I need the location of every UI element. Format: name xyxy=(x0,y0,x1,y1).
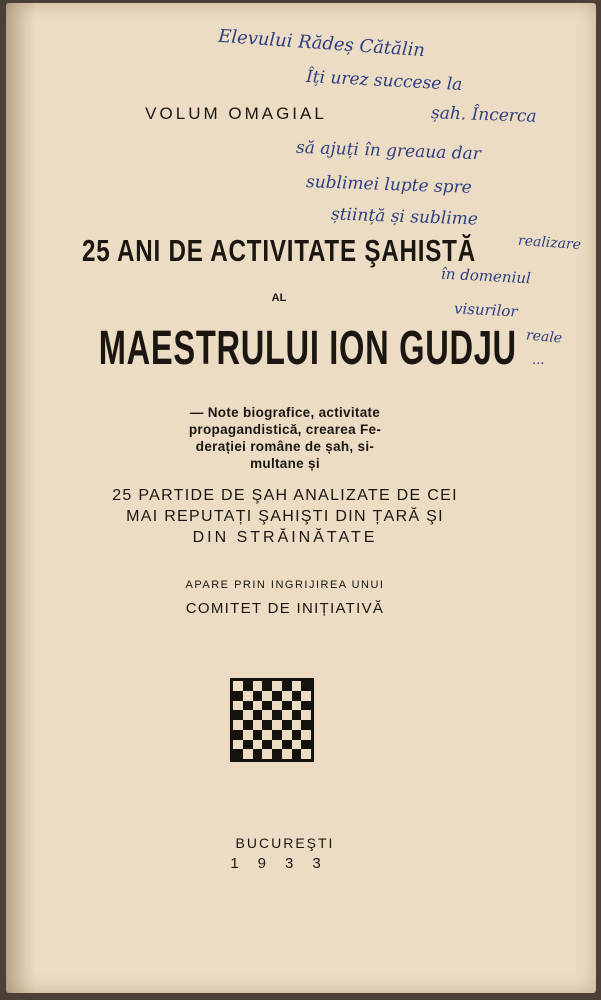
chessboard-square xyxy=(233,720,243,730)
dedication-line-11: ... xyxy=(532,353,545,368)
dedication-line-8: în domeniul xyxy=(440,264,532,288)
imprint-year: 1933 xyxy=(230,855,340,872)
chessboard-square xyxy=(292,681,302,691)
chessboard-square xyxy=(292,701,302,711)
chessboard-square xyxy=(253,710,263,720)
chessboard-square xyxy=(301,681,311,691)
imprint-city: BUCUREŞTI xyxy=(235,835,335,851)
games-line: MAI REPUTAȚI ŞAHIŞTI DIN ȚARĂ ŞI xyxy=(126,508,444,525)
dedication-line-1: Elevului Rădeș Cătălin xyxy=(217,25,426,62)
title-connector: AL xyxy=(271,292,287,304)
chessboard-square xyxy=(301,691,311,701)
dedication-line-4: să ajuți în greaua dar xyxy=(295,137,482,165)
chessboard-square xyxy=(253,681,263,691)
chessboard-square xyxy=(272,691,282,701)
chessboard-square xyxy=(253,691,263,701)
publisher-line-1: APARE PRIN INGRIJIREA UNUI xyxy=(185,579,385,591)
chessboard-square xyxy=(292,730,302,740)
chessboard-square xyxy=(301,720,311,730)
chessboard-square xyxy=(272,701,282,711)
chessboard-square xyxy=(243,749,253,759)
dedication-line-5: sublimei lupte spre xyxy=(305,172,473,198)
chessboard-square xyxy=(262,740,272,750)
chessboard-square xyxy=(262,749,272,759)
chessboard-square xyxy=(272,740,282,750)
dedication-line-2: Îți urez succese la xyxy=(305,66,463,96)
note-line: propagandistică, crearea Fe- xyxy=(188,422,382,437)
chessboard-square xyxy=(243,681,253,691)
games-line: 25 PARTIDE DE ŞAH ANALIZATE DE CEI xyxy=(112,487,458,504)
chessboard-square xyxy=(262,701,272,711)
chessboard-square xyxy=(282,740,292,750)
chessboard-square xyxy=(282,730,292,740)
chessboard-square xyxy=(292,740,302,750)
chessboard-square xyxy=(253,730,263,740)
dedication-line-9: visurilor xyxy=(453,299,519,321)
chessboard-square xyxy=(243,730,253,740)
chessboard-square xyxy=(292,749,302,759)
title-page xyxy=(6,3,596,993)
dedication-line-10: reale xyxy=(525,327,563,347)
chessboard-square xyxy=(292,720,302,730)
title-line-1: 25 ANI DE ACTIVITATE ŞAHISTĂ xyxy=(82,233,476,268)
note-line: — Note biografice, activitate xyxy=(189,405,381,420)
chessboard-square xyxy=(262,681,272,691)
dedication-line-3: șah. Încerca xyxy=(430,103,537,127)
chessboard-square xyxy=(272,720,282,730)
chessboard-square xyxy=(282,681,292,691)
chessboard-square xyxy=(301,730,311,740)
chessboard-square xyxy=(243,740,253,750)
chessboard-square xyxy=(282,691,292,701)
chessboard-square xyxy=(301,740,311,750)
chessboard-square xyxy=(253,740,263,750)
chessboard-square xyxy=(272,681,282,691)
chessboard-square xyxy=(282,701,292,711)
chessboard-square xyxy=(233,710,243,720)
chessboard-square xyxy=(282,710,292,720)
chessboard-square xyxy=(262,691,272,701)
title-line-2: MAESTRULUI ION GUDJU xyxy=(98,322,517,375)
chessboard-square xyxy=(243,691,253,701)
chessboard-square xyxy=(292,710,302,720)
publisher-line-2: COMITET DE INIȚIATIVĂ xyxy=(185,600,385,617)
chessboard-square xyxy=(243,701,253,711)
games-line: DIN STRĂINĂTATE xyxy=(192,529,378,546)
chessboard-square xyxy=(233,749,243,759)
chessboard-square xyxy=(233,691,243,701)
chessboard-square xyxy=(262,730,272,740)
chessboard-square xyxy=(243,720,253,730)
chessboard-square xyxy=(233,681,243,691)
note-line: derației române de șah, si- xyxy=(195,439,375,454)
dedication-line-7: realizare xyxy=(517,232,582,254)
chessboard-square xyxy=(243,710,253,720)
chessboard-icon xyxy=(230,678,314,762)
chessboard-square xyxy=(272,730,282,740)
chessboard-square xyxy=(301,701,311,711)
chessboard-square xyxy=(301,710,311,720)
chessboard-square xyxy=(272,749,282,759)
chessboard-square xyxy=(233,740,243,750)
chessboard-square xyxy=(253,749,263,759)
chessboard-square xyxy=(233,701,243,711)
volume-label: VOLUM OMAGIAL xyxy=(145,104,327,123)
note-line: multane și xyxy=(250,456,320,471)
chessboard-square xyxy=(253,701,263,711)
chessboard-square xyxy=(233,730,243,740)
chessboard-square xyxy=(272,710,282,720)
chessboard-square xyxy=(292,691,302,701)
chessboard-square xyxy=(262,720,272,730)
chessboard-square xyxy=(282,720,292,730)
chessboard-square xyxy=(282,749,292,759)
dedication-line-6: știință și sublime xyxy=(330,204,479,230)
chessboard-square xyxy=(253,720,263,730)
chessboard-square xyxy=(301,749,311,759)
chessboard-square xyxy=(262,710,272,720)
